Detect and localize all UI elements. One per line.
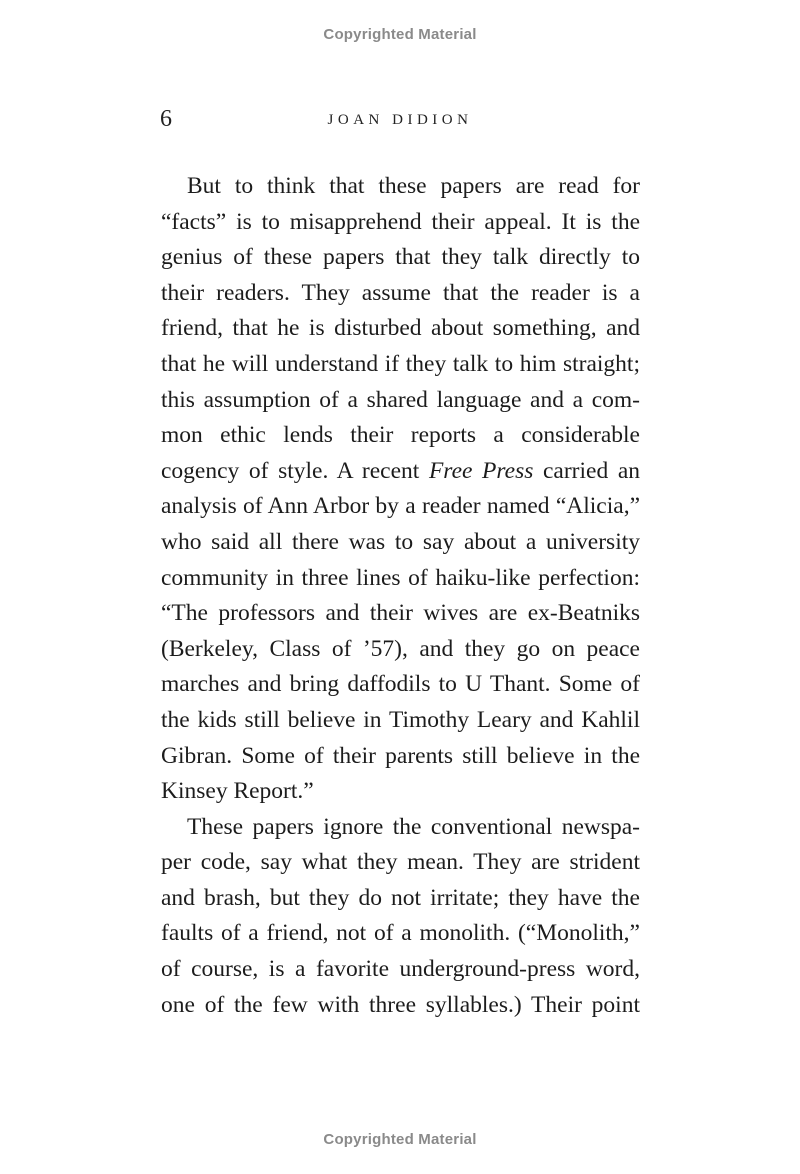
text-line: mon ethic lends their reports a considerable bbox=[161, 422, 640, 449]
text-line: who said all there was to say about a university bbox=[161, 528, 640, 555]
text-line-with-italic bbox=[161, 454, 640, 490]
text-line: Gibran. Some of their parents still believe in the bbox=[161, 742, 640, 769]
text-line: community in three lines of haiku-like perfection: bbox=[161, 564, 640, 591]
text-line: Kinsey Report.” bbox=[161, 778, 314, 805]
text-line: the kids still believe in Timothy Leary and Kahlil bbox=[161, 706, 640, 733]
text-line: their readers. They assume that the reader is a bbox=[161, 279, 640, 306]
copyright-watermark-bottom: Copyrighted Material bbox=[323, 1131, 477, 1148]
text-line: marches and bring daffodils to U Thant. Some of bbox=[161, 671, 640, 698]
text-line: (Berkeley, Class of ’57), and they go on peace bbox=[161, 635, 640, 662]
text-line: one of the few with three syllables.) Their point bbox=[161, 991, 640, 1018]
paragraph-2 bbox=[161, 810, 640, 1024]
text-line: and brash, but they do not irritate; they have the bbox=[161, 884, 640, 911]
running-head-author: JOAN DIDION bbox=[327, 112, 473, 128]
page-number: 6 bbox=[160, 106, 172, 132]
text-line: per code, say what they mean. They are strident bbox=[161, 849, 640, 876]
text-line: But to think that these papers are read for bbox=[187, 173, 640, 199]
text-line: faults of a friend, not of a monolith. (“Monolith,” bbox=[161, 920, 640, 947]
text-line: “facts” is to misapprehend their appeal. It is the bbox=[161, 208, 640, 235]
text-line: of course, is a favorite underground-press word, bbox=[161, 956, 640, 983]
text-segment: carried an bbox=[533, 457, 641, 484]
copyright-watermark-top: Copyrighted Material bbox=[323, 26, 477, 43]
publication-title-italic: Free Press bbox=[428, 457, 534, 484]
body-text bbox=[161, 169, 640, 1023]
text-line: analysis of Ann Arbor by a reader named “Alicia,” bbox=[161, 493, 640, 520]
text-segment: cogency of style. A recent bbox=[161, 457, 429, 484]
text-line: “The professors and their wives are ex-Beatniks bbox=[161, 600, 640, 627]
text-line: that he will understand if they talk to him straight; bbox=[161, 350, 640, 377]
text-line: this assumption of a shared language and a com- bbox=[161, 386, 640, 413]
text-line: genius of these papers that they talk directly to bbox=[161, 244, 640, 271]
text-line: These papers ignore the conventional newspa- bbox=[187, 813, 640, 840]
text-line: friend, that he is disturbed about something, and bbox=[161, 315, 640, 342]
paragraph-1 bbox=[161, 169, 640, 810]
